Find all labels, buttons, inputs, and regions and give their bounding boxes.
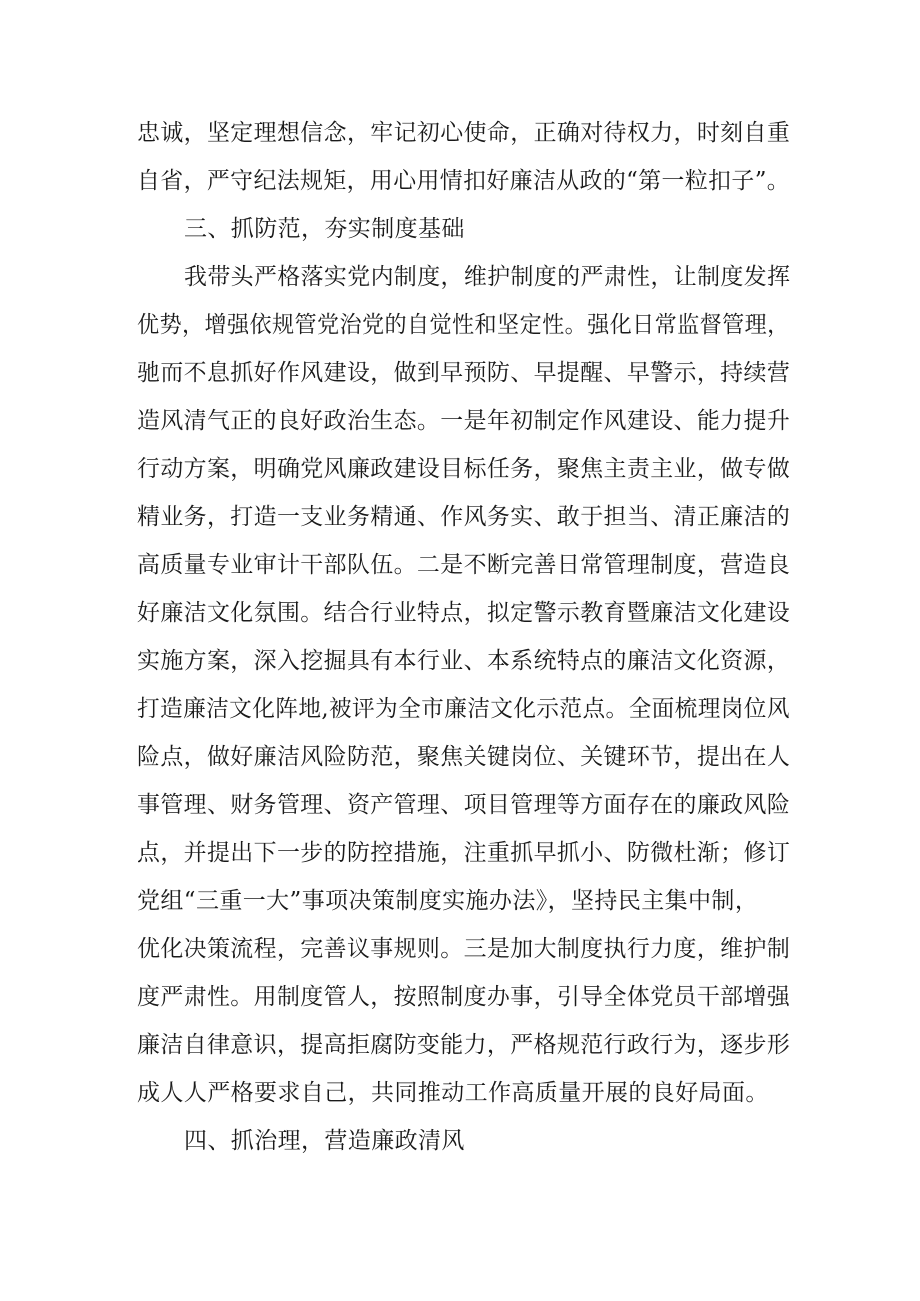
text-line: 造风清气正的良好政治生态。一是年初制定作风建设、能力提升 <box>137 408 791 434</box>
section-heading: 四、抓治理，营造廉政清风 <box>184 1128 465 1154</box>
text-line: 忠诚，坚定理想信念，牢记初心使命，正确对待权力，时刻自重 <box>137 120 791 146</box>
text-line: 优势，增强依规管党治党的自觉性和坚定性。强化日常监督管理， <box>137 312 790 338</box>
text-line: 事管理、财务管理、资产管理、项目管理等方面存在的廉政风险 <box>137 792 791 818</box>
text-line: 党组“三重一大”事项决策制度实施办法》，坚持民主集中制， <box>137 888 759 914</box>
text-line: 点，并提出下一步的防控措施，注重抓早抓小、防微杜渐；修订 <box>137 840 791 866</box>
text-line: 优化决策流程，完善议事规则。三是加大制度执行力度，维护制 <box>137 936 791 962</box>
text-line: 高质量专业审计干部队伍。二是不断完善日常管理制度，营造良 <box>137 552 791 578</box>
text-line: 险点，做好廉洁风险防范，聚焦关键岗位、关键环节，提出在人 <box>137 744 791 770</box>
section-heading: 三、抓防范，夯实制度基础 <box>184 216 465 242</box>
text-line: 打造廉洁文化阵地,被评为全市廉洁文化示范点。全面梳理岗位风 <box>137 696 790 722</box>
text-line: 我带头严格落实党内制度，维护制度的严肃性，让制度发挥 <box>184 264 791 290</box>
text-line: 行动方案，明确党风廉政建设目标任务，聚焦主责主业，做专做 <box>137 456 791 482</box>
text-line: 成人人严格要求自己，共同推动工作高质量开展的良好局面。 <box>137 1080 769 1106</box>
text-line: 实施方案，深入挖掘具有本行业、本系统特点的廉洁文化资源， <box>137 648 791 674</box>
text-line: 自省，严守纪法规矩，用心用情扣好廉洁从政的“第一粒扣子”。 <box>137 168 791 194</box>
text-line: 廉洁自律意识，提高拒腐防变能力，严格规范行政行为，逐步形 <box>137 1032 791 1058</box>
text-line: 驰而不息抓好作风建设，做到早预防、早提醒、早警示，持续营 <box>137 360 791 386</box>
text-line: 精业务，打造一支业务精通、作风务实、敢于担当、清正廉洁的 <box>137 504 791 530</box>
text-line: 好廉洁文化氛围。结合行业特点，拟定警示教育暨廉洁文化建设 <box>137 600 791 626</box>
text-line: 度严肃性。用制度管人，按照制度办事，引导全体党员干部增强 <box>137 984 791 1010</box>
